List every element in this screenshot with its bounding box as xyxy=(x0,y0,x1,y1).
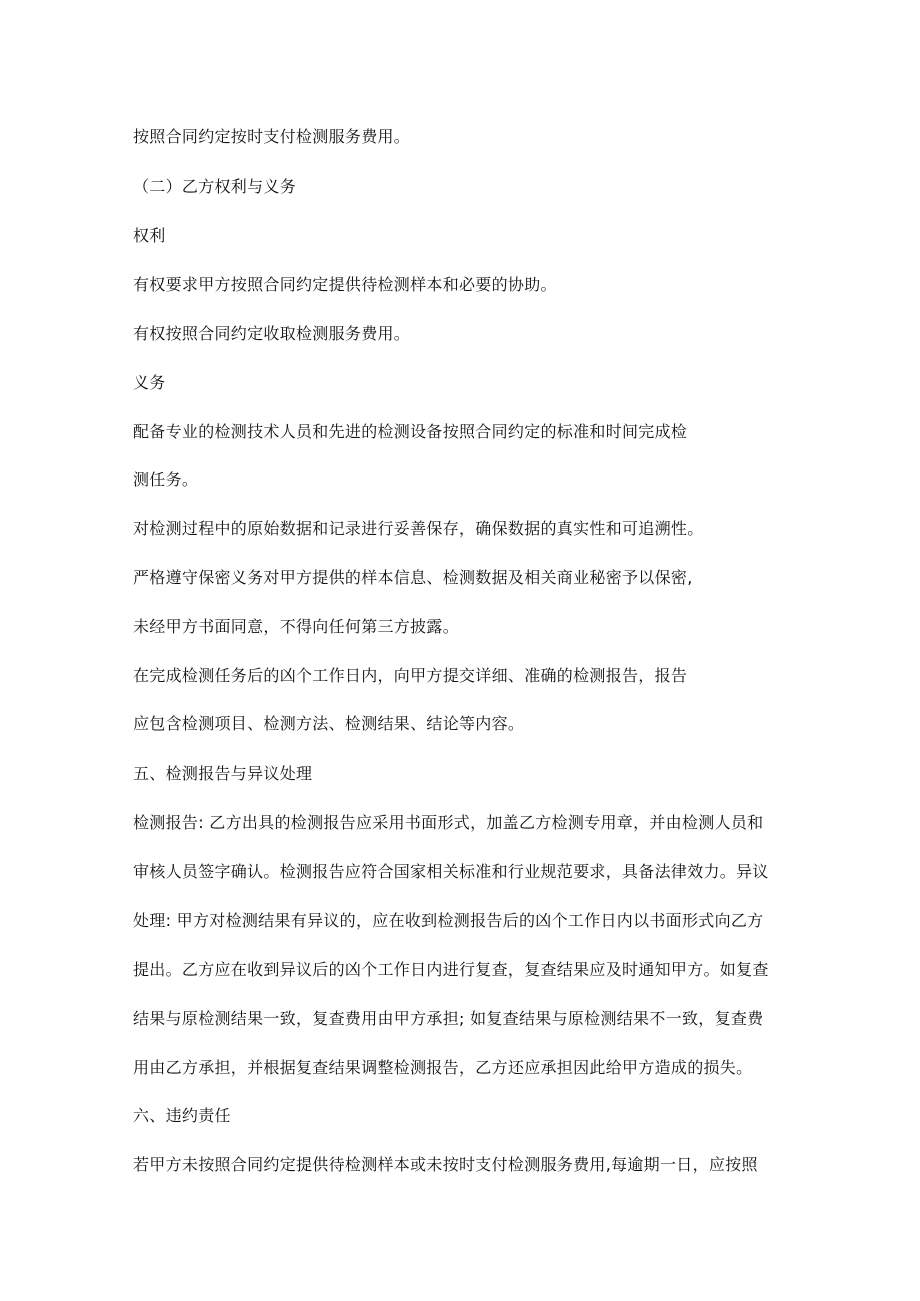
subheading-rights: 权利 xyxy=(133,226,166,245)
paragraph-line: 审核人员签字确认。检测报告应符合国家相关标准和行业规范要求，具备法律效力。异议 xyxy=(133,862,769,881)
section-heading: 六、违约责任 xyxy=(133,1106,231,1125)
paragraph-line: 测任务。 xyxy=(133,470,199,489)
paragraph-line: 有权按照合同约定收取检测服务费用。 xyxy=(133,324,411,343)
section-heading: （二）乙方权利与义务 xyxy=(133,177,297,196)
paragraph-line: 对检测过程中的原始数据和记录进行妥善保存，确保数据的真实性和可追溯性。 xyxy=(133,519,704,538)
paragraph-line: 处理: 甲方对检测结果有异议的，应在收到检测报告后的凶个工作日内以书面形式向乙方 xyxy=(133,911,764,930)
section-heading: 五、检测报告与异议处理 xyxy=(133,764,313,783)
subheading-obligations: 义务 xyxy=(133,373,166,392)
paragraph-line: 在完成检测任务后的凶个工作日内，向甲方提交详细、准确的检测报告，报告 xyxy=(133,666,688,685)
paragraph-line: 提出。乙方应在收到异议后的凶个工作日内进行复查，复查结果应及时通知甲方。如复查 xyxy=(133,960,769,979)
paragraph-line: 结果与原检测结果一致，复查费用由甲方承担; 如复查结果与原检测结果不一致，复查费 xyxy=(133,1009,764,1028)
paragraph-line: 未经甲方书面同意，不得向任何第三方披露。 xyxy=(133,617,460,636)
paragraph-line: 应包含检测项目、检测方法、检测结果、结论等内容。 xyxy=(133,714,525,733)
paragraph-line: 配备专业的检测技术人员和先进的检测设备按照合同约定的标准和时间完成检 xyxy=(133,422,688,441)
paragraph-line: 按照合同约定按时支付检测服务费用。 xyxy=(133,127,411,146)
paragraph-line: 严格遵守保密义务对甲方提供的样本信息、检测数据及相关商业秘密予以保密, xyxy=(133,568,693,587)
paragraph-line: 有权要求甲方按照合同约定提供待检测样本和必要的协助。 xyxy=(133,275,557,294)
paragraph-line: 检测报告: 乙方出具的检测报告应采用书面形式，加盖乙方检测专用章，并由检测人员和 xyxy=(133,813,764,832)
paragraph-line: 用由乙方承担，并根据复查结果调整检测报告，乙方还应承担因此给甲方造成的损失。 xyxy=(133,1058,753,1077)
paragraph-line: 若甲方未按照合同约定提供待检测样本或未按时支付检测服务费用,每逾期一日，应按照 xyxy=(133,1155,758,1174)
